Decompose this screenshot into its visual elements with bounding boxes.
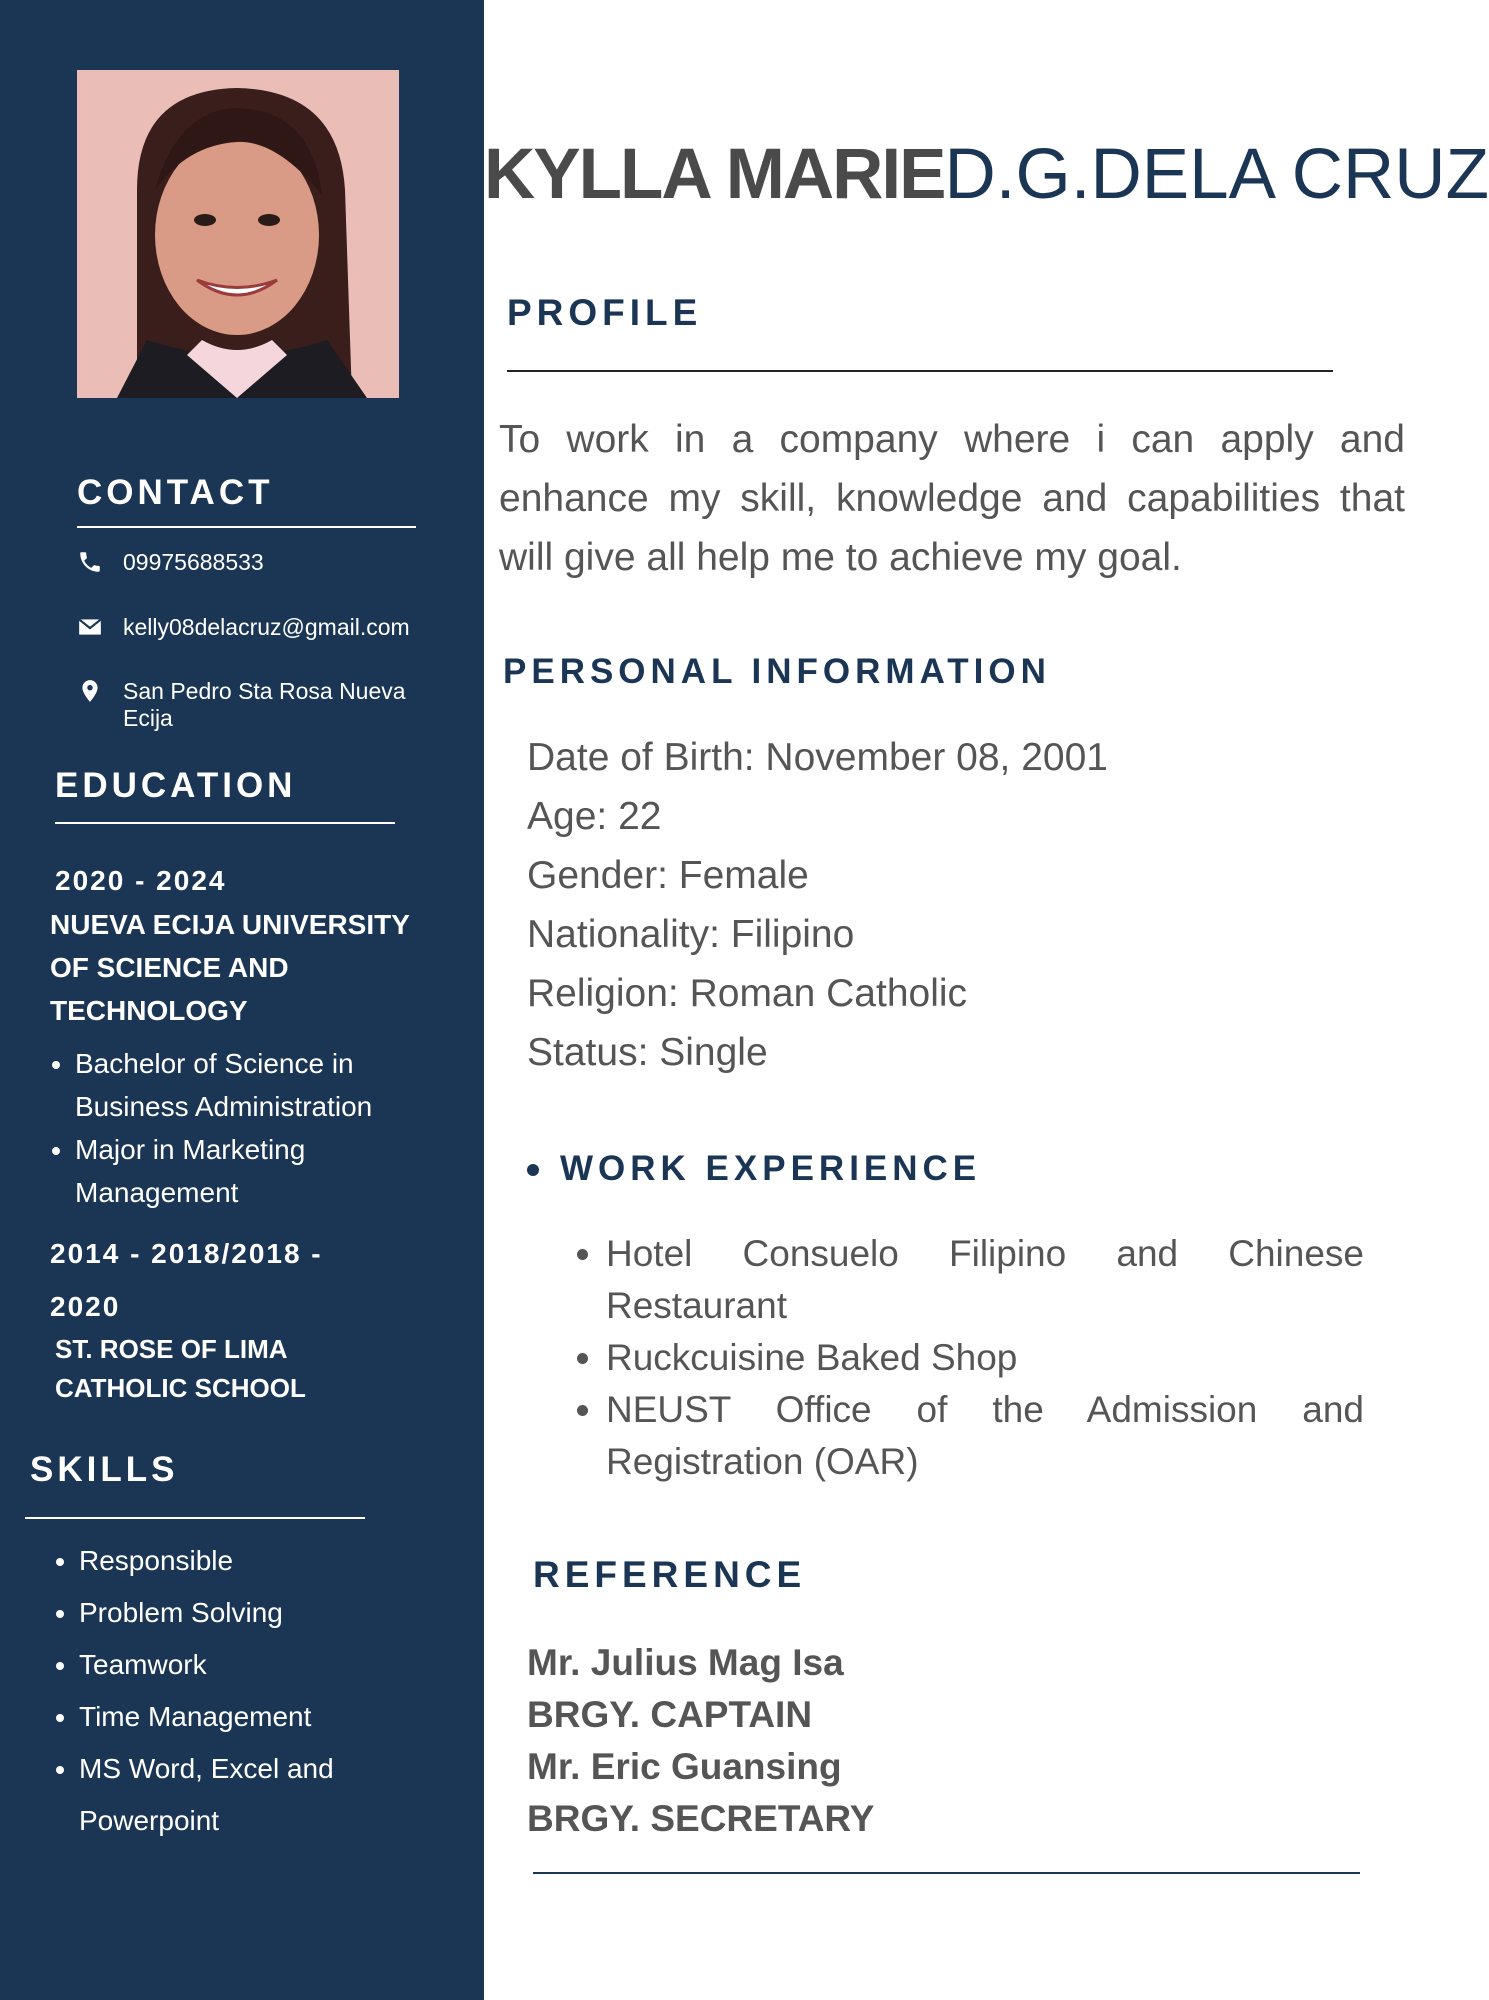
- reference-title-2: BRGY. SECRETARY: [527, 1798, 875, 1839]
- list-item: • Major in Marketing Management: [75, 1128, 415, 1214]
- reference-list: [527, 1637, 874, 1845]
- education-divider: [55, 822, 395, 824]
- education-school-2: ST. ROSE OF LIMA CATHOLIC SCHOOL: [55, 1334, 306, 1403]
- work-experience-list: [566, 1228, 1364, 1488]
- list-item: • Bachelor of Science in Business Administration: [75, 1042, 415, 1128]
- profile-divider: [507, 370, 1333, 372]
- location-pin-icon: [77, 678, 103, 704]
- work-experience-heading: WORK EXPERIENCE: [560, 1149, 982, 1188]
- list-item: • MS Word, Excel and Powerpoint: [79, 1743, 399, 1847]
- personal-info-heading: PERSONAL INFORMATION: [503, 652, 1051, 691]
- contact-divider: [77, 526, 416, 528]
- first-name: KYLLA MARIE: [484, 135, 945, 214]
- gender: Gender: Female: [527, 854, 809, 897]
- contact-heading: CONTACT: [77, 473, 274, 512]
- phone-number: 09975688533: [123, 549, 264, 575]
- contact-email: [77, 614, 410, 641]
- contact-address: [77, 678, 417, 732]
- contact-phone: [77, 549, 264, 576]
- age: Age: 22: [527, 795, 662, 838]
- status: Status: Single: [527, 1031, 768, 1074]
- date-of-birth: Date of Birth: November 08, 2001: [527, 736, 1108, 779]
- full-name: [484, 135, 1489, 215]
- skills-list: [54, 1535, 399, 1847]
- sidebar: [0, 0, 484, 2000]
- list-item: • Time Management: [79, 1691, 399, 1743]
- skills-heading: SKILLS: [30, 1450, 179, 1489]
- education-years-2: 2014 - 2018/2018 - 2020: [50, 1238, 323, 1322]
- profile-text: To work in a company where i can apply and enhance my skill, knowledge and capabilities that will give all help me to achieve my goal.: [499, 418, 1405, 579]
- phone-icon: [77, 549, 103, 575]
- bullet-icon: [527, 1164, 539, 1176]
- skills-divider: [25, 1517, 365, 1519]
- education-years-1: 2020 - 2024: [55, 865, 227, 896]
- list-item: • Problem Solving: [79, 1587, 399, 1639]
- list-item: • Responsible: [79, 1535, 399, 1587]
- address-text: San Pedro Sta Rosa Nueva Ecija: [123, 678, 406, 731]
- personal-info-list: [527, 728, 1108, 1082]
- footer-divider: [533, 1872, 1360, 1874]
- mail-icon: [77, 614, 103, 640]
- list-item: • Ruckcuisine Baked Shop: [606, 1332, 1364, 1384]
- reference-title-1: BRGY. CAPTAIN: [527, 1694, 813, 1735]
- education-heading: EDUCATION: [55, 766, 297, 805]
- religion: Religion: Roman Catholic: [527, 972, 968, 1015]
- profile-heading: PROFILE: [507, 292, 703, 333]
- list-item: • NEUST Office of the Admission and Registration (OAR): [606, 1384, 1364, 1488]
- education-details-1: [50, 1042, 415, 1214]
- list-item: • Teamwork: [79, 1639, 399, 1691]
- reference-name-1: Mr. Julius Mag Isa: [527, 1642, 844, 1683]
- last-name: D.G.DELA CRUZ: [944, 135, 1489, 214]
- education-school-1: NUEVA ECIJA UNIVERSITY OF SCIENCE AND TECHNOLOGY: [50, 909, 410, 1026]
- reference-name-2: Mr. Eric Guansing: [527, 1746, 842, 1787]
- profile-photo: [77, 70, 399, 398]
- email-address[interactable]: kelly08delacruz@gmail.com: [123, 614, 410, 640]
- list-item: • Hotel Consuelo Filipino and Chinese Restaurant: [606, 1228, 1364, 1332]
- nationality: Nationality: Filipino: [527, 913, 855, 956]
- reference-heading: REFERENCE: [533, 1554, 807, 1595]
